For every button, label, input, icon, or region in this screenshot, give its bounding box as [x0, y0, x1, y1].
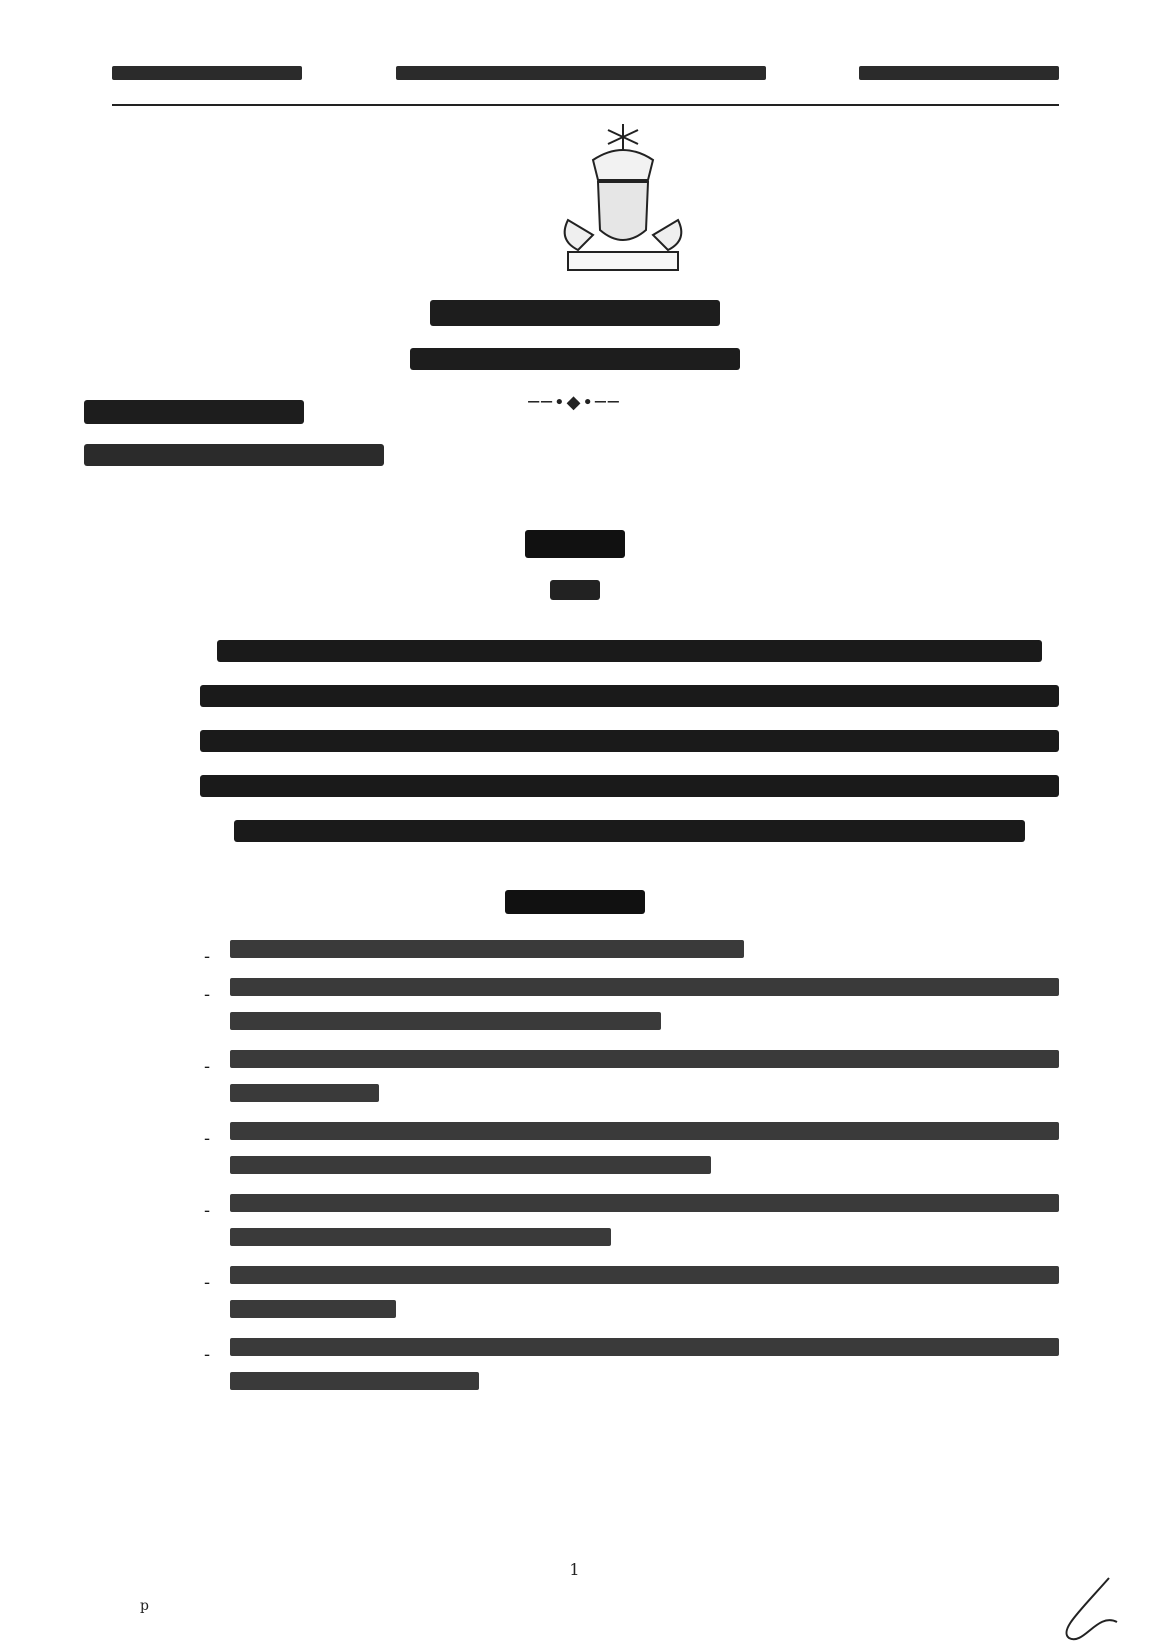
margin-mark: p	[140, 1598, 149, 1614]
decree-subject	[200, 640, 1059, 865]
gazette-header	[112, 66, 1059, 80]
list-item: -	[200, 1050, 1059, 1102]
header-rule	[112, 104, 1059, 106]
decree-on-placeholder	[550, 580, 600, 600]
decree-title-placeholder	[525, 530, 625, 558]
list-item: -	[200, 1338, 1059, 1390]
header-center-placeholder	[396, 66, 766, 80]
government-subheading	[0, 890, 1149, 918]
list-item: -	[200, 1266, 1059, 1318]
kingdom-name-placeholder	[430, 300, 720, 326]
list-item: -	[200, 1194, 1059, 1246]
royal-emblem	[548, 120, 698, 280]
motto-placeholder	[410, 348, 740, 370]
header-right-placeholder	[859, 66, 1059, 80]
ministry-block	[84, 400, 384, 466]
preamble-list	[200, 940, 1059, 1410]
list-item: -	[200, 940, 1059, 958]
decree-heading	[0, 530, 1149, 600]
ornament-divider: ──•◆•──	[528, 392, 621, 413]
page-number: 1	[569, 1560, 580, 1579]
government-name-placeholder	[84, 400, 304, 424]
header-left-placeholder	[112, 66, 302, 80]
reference-number-placeholder	[84, 444, 384, 466]
list-item: -	[200, 1122, 1059, 1174]
list-item: -	[200, 978, 1059, 1030]
handwritten-signature	[1039, 1572, 1129, 1644]
kingdom-heading	[0, 300, 1149, 413]
